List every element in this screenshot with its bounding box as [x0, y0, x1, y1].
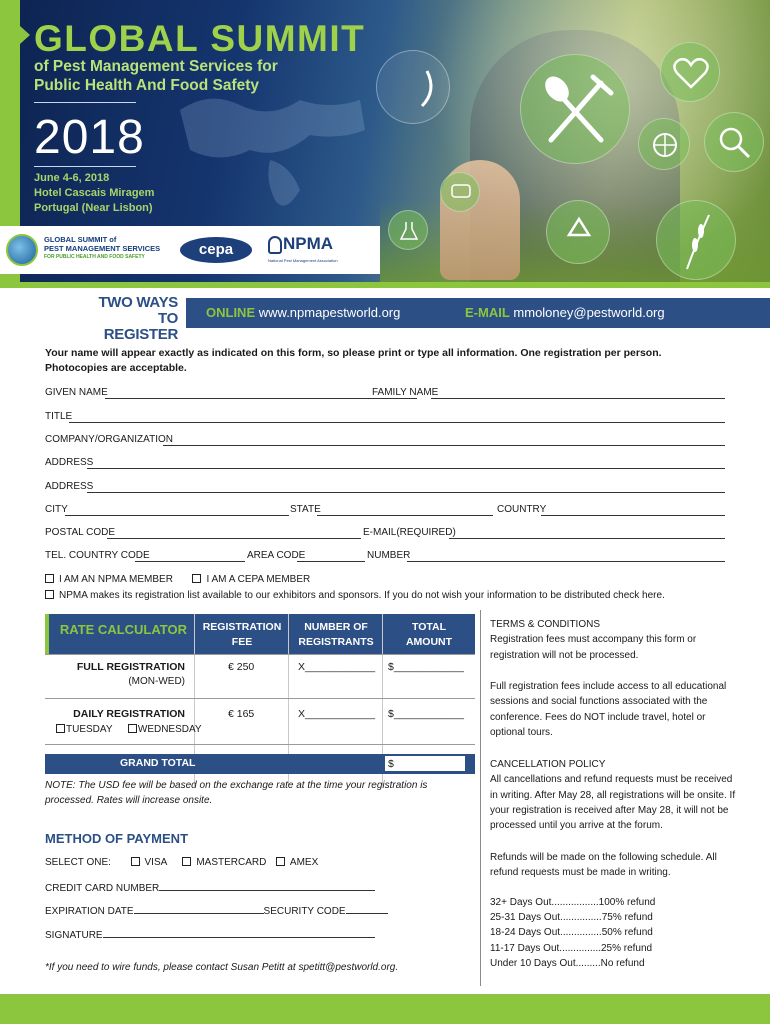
fee-column-header	[196, 620, 288, 650]
hero-banner	[0, 0, 770, 282]
refund-schedule-item: 25-31 Days Out...............75% refund	[490, 912, 653, 924]
company-row	[45, 434, 725, 448]
event-venue: Hotel Cascais Miragem	[34, 187, 155, 199]
email-input[interactable]	[449, 538, 725, 539]
email-address-link[interactable]: mmoloney@pestworld.org	[513, 305, 665, 320]
expiration-label: EXPIRATION DATE	[45, 906, 134, 917]
mastercard-label: MASTERCARD	[196, 857, 267, 868]
signature-label: SIGNATURE	[45, 930, 103, 941]
refund-paragraph: Refunds will be made on the following schedule. All refund requests must be made in writing.	[490, 852, 717, 879]
gs-logo-line-3: FOR PUBLIC HEALTH AND FOOD SAFETY	[44, 254, 145, 260]
cepa-logo: cepa	[180, 237, 252, 263]
email-required-label: E-MAIL(REQUIRED)	[363, 527, 456, 538]
daily-day-options	[56, 724, 202, 735]
event-date: June 4-6, 2018	[34, 172, 110, 184]
mastercard-checkbox[interactable]	[182, 857, 191, 866]
full-registrants-input[interactable]: X____________	[298, 661, 376, 673]
wire-funds-note: *If you need to wire funds, please contact Susan Petitt at spetitt@pestworld.org.	[45, 962, 399, 973]
grand-total-label: GRAND TOTAL	[120, 757, 196, 769]
amex-label: AMEX	[289, 857, 319, 868]
opt-out-checkbox[interactable]	[45, 590, 54, 599]
full-registration-days: (MON-WED)	[128, 676, 185, 687]
refund-schedule-item: 18-24 Days Out...............50% refund	[490, 927, 653, 939]
given-name-label: GIVEN NAME	[45, 387, 108, 398]
globe-logo-icon	[6, 234, 38, 266]
accent-arrow	[20, 26, 30, 44]
full-registration-fee: € 250	[228, 661, 255, 673]
chat-icon	[440, 172, 480, 212]
register-online[interactable]	[206, 305, 400, 320]
country-code-label: TEL. COUNTRY CODE	[45, 550, 150, 561]
security-code-input[interactable]	[346, 904, 388, 914]
given-name-input[interactable]	[105, 398, 417, 399]
address1-input[interactable]	[87, 468, 725, 469]
online-url-link[interactable]: www.npmapestworld.org	[258, 305, 401, 320]
company-label: COMPANY/ORGANIZATION	[45, 434, 173, 445]
register-heading-line-1: TWO WAYS	[98, 294, 178, 311]
expiration-row	[45, 904, 388, 918]
terms-paragraph-1: Registration fees must accompany this form or registration will not be processed.	[490, 634, 697, 661]
event-title: GLOBAL SUMMIT	[34, 18, 366, 59]
subtitle-line-2: Public Health And Food Safety	[34, 77, 260, 94]
apple-icon	[376, 50, 450, 124]
terms-heading: TERMS & CONDITIONS	[490, 619, 601, 630]
city-row	[45, 504, 725, 518]
grand-total-input[interactable]: $	[384, 755, 466, 772]
terms-paragraph-2: Full registration fees include access to all educational sessions and social functions associated with the conference. Fees do NOT include travel, hotel or optional tours.	[490, 681, 727, 738]
wednesday-label: WEDNESDAY	[137, 724, 202, 735]
fee-header-line-1: REGISTRATION	[202, 621, 282, 633]
address2-label: ADDRESS	[45, 481, 94, 492]
refund-schedule-item: 32+ Days Out.................100% refund	[490, 897, 656, 908]
email-label: E-MAIL	[465, 305, 510, 320]
postal-row	[45, 527, 725, 541]
tuesday-label: TUESDAY	[66, 724, 113, 735]
globe-icon	[638, 118, 690, 170]
terms-section	[490, 617, 740, 663]
daily-registrants-input[interactable]: X____________	[298, 708, 376, 720]
year-divider	[34, 166, 136, 167]
opt-out-label: NPMA makes its registration list available to our exhibitors and sponsors. If you do not wish your information to be distributed check here.	[59, 590, 665, 601]
title-row	[45, 411, 725, 425]
registrants-column-header	[290, 620, 382, 650]
expiration-input[interactable]	[134, 904, 264, 914]
refund-schedule	[490, 895, 740, 971]
event-location: Portugal (Near Lisbon)	[34, 202, 153, 214]
address2-input[interactable]	[87, 492, 725, 493]
card-number-row	[45, 881, 375, 895]
payment-select-row	[45, 857, 318, 871]
recycle-icon	[546, 200, 610, 264]
register-heading	[92, 295, 178, 343]
title-divider	[34, 102, 136, 103]
wheat-icon	[656, 200, 736, 280]
postal-label: POSTAL CODE	[45, 527, 116, 538]
heart-icon	[660, 42, 720, 102]
full-total-input[interactable]: $____________	[388, 661, 464, 673]
cancellation-heading: CANCELLATION POLICY	[490, 759, 606, 770]
number-label: NUMBER	[367, 550, 411, 561]
gs-logo-line-2: PEST MANAGEMENT SERVICES	[44, 244, 161, 253]
utensils-icon	[520, 54, 630, 164]
daily-registration-label: DAILY REGISTRATION	[73, 708, 185, 720]
row-divider	[45, 698, 475, 699]
daily-total-input[interactable]: $____________	[388, 708, 464, 720]
npma-member-label: I AM AN NPMA MEMBER	[59, 574, 173, 585]
opt-out-row	[45, 590, 665, 604]
title-input[interactable]	[69, 422, 725, 423]
exchange-rate-note: NOTE: The USD fee will be based on the exchange rate at the time your registration is processed. Rates will increase onsite.	[45, 780, 428, 806]
country-code-input[interactable]	[135, 561, 245, 562]
family-name-label: FAMILY NAME	[372, 387, 439, 398]
refund-schedule-item: Under 10 Days Out.........No refund	[490, 957, 645, 969]
cepa-member-checkbox[interactable]	[192, 574, 201, 583]
visa-label: VISA	[144, 857, 167, 868]
cepa-member-label: I AM A CEPA MEMBER	[206, 574, 311, 585]
company-input[interactable]	[163, 445, 725, 446]
payment-title: METHOD OF PAYMENT	[45, 831, 189, 846]
city-label: CITY	[45, 504, 68, 515]
hero-bottom-rule	[0, 282, 770, 288]
npma-logo-subtext: National Pest Management Association	[268, 258, 338, 263]
fee-header-line-2: FEE	[231, 636, 253, 648]
registrants-header-line-2: REGISTRANTS	[298, 636, 374, 648]
card-number-label: CREDIT CARD NUMBER	[45, 883, 160, 894]
number-input[interactable]	[407, 561, 725, 562]
global-summit-logo	[6, 234, 166, 268]
visa-checkbox[interactable]	[131, 857, 140, 866]
state-input[interactable]	[317, 515, 493, 516]
security-code-label: SECURITY CODE	[263, 906, 346, 917]
gs-logo-line-1: GLOBAL SUMMIT of	[44, 235, 117, 244]
npma-logo-text: NPMA	[283, 234, 334, 253]
phone-row	[45, 550, 725, 564]
sponsor-logos	[0, 226, 380, 274]
country-label: COUNTRY	[497, 504, 547, 515]
event-subtitle	[34, 57, 334, 95]
cancellation-section	[490, 757, 740, 833]
family-name-input[interactable]	[431, 398, 725, 399]
flask-icon	[388, 210, 428, 250]
select-one-label: SELECT ONE:	[45, 857, 111, 868]
cancellation-paragraph: All cancellations and refund requests must be received in writing. After May 28, all registrations will be onsite. If your registration is received after May 28, it will not be processed until you arrive at the forum.	[490, 774, 736, 832]
postal-input[interactable]	[107, 538, 361, 539]
daily-registration-fee: € 165	[228, 708, 255, 720]
area-code-label: AREA CODE	[247, 550, 306, 561]
signature-input[interactable]	[103, 928, 375, 938]
form-instructions: Your name will appear exactly as indicated on this form, so please print or type all information. One registration per person. Photocopies are acceptable.	[45, 347, 662, 374]
state-label: STATE	[290, 504, 321, 515]
row-divider	[45, 654, 475, 655]
row-divider	[45, 744, 475, 745]
name-row	[45, 387, 725, 401]
address2-row	[45, 481, 725, 495]
title-label: TITLE	[45, 411, 73, 422]
npma-logo	[268, 234, 348, 268]
total-header-line-2: AMOUNT	[405, 636, 453, 648]
event-year: 2018	[34, 111, 145, 164]
npma-shield-icon	[268, 236, 282, 254]
address1-row	[45, 457, 725, 471]
calculator-title: RATE CALCULATOR	[59, 622, 187, 637]
membership-row	[45, 574, 310, 588]
register-heading-line-2: TO REGISTER	[103, 310, 178, 343]
amex-checkbox[interactable]	[276, 857, 285, 866]
calculator-accent	[45, 614, 49, 654]
footer-band	[0, 994, 770, 1024]
signature-row	[45, 928, 375, 942]
register-email[interactable]	[465, 305, 665, 320]
address1-label: ADDRESS	[45, 457, 94, 468]
area-code-input[interactable]	[297, 561, 365, 562]
city-input[interactable]	[65, 515, 289, 516]
column-divider-vertical	[480, 610, 481, 986]
subtitle-line-1: of Pest Management Services for	[34, 58, 278, 75]
total-header-line-1: TOTAL	[411, 621, 447, 633]
total-column-header	[384, 620, 474, 650]
online-label: ONLINE	[206, 305, 256, 320]
event-details	[34, 171, 154, 216]
full-registration-label: FULL REGISTRATION	[76, 661, 185, 673]
refund-schedule-item: 11-17 Days Out...............25% refund	[490, 942, 653, 954]
magnifier-icon	[704, 112, 764, 172]
wednesday-checkbox[interactable]	[128, 724, 137, 733]
card-number-input[interactable]	[159, 881, 375, 891]
npma-member-checkbox[interactable]	[45, 574, 54, 583]
registrants-header-line-1: NUMBER OF	[304, 621, 368, 633]
tuesday-checkbox[interactable]	[56, 724, 65, 733]
country-input[interactable]	[541, 515, 725, 516]
